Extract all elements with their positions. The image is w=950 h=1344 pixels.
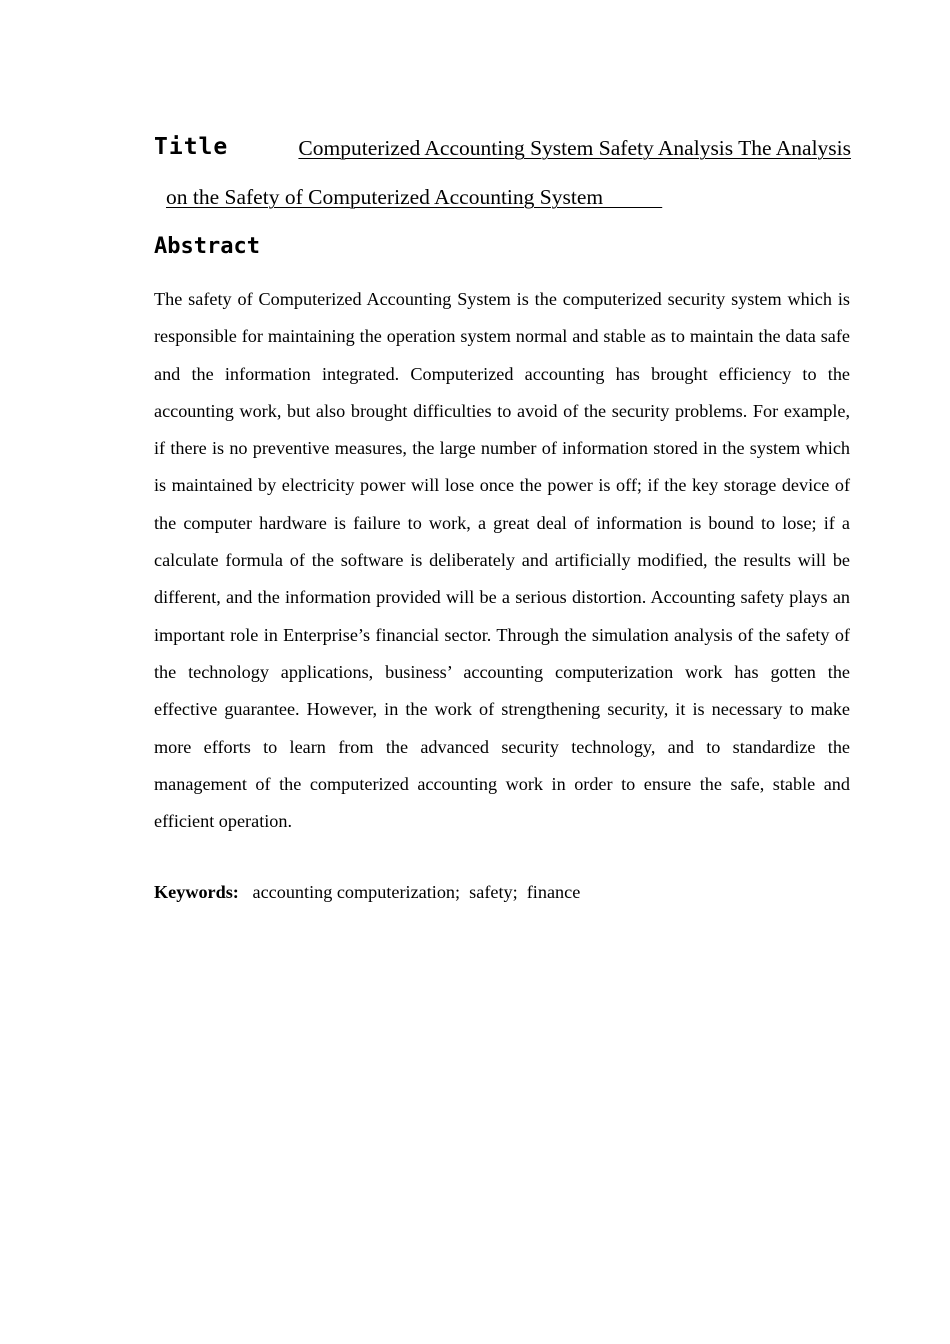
- abstract-heading: Abstract: [154, 234, 260, 259]
- title-label: Title: [154, 134, 229, 160]
- title-text-line2: on the Safety of Computerized Accounting System: [166, 185, 663, 209]
- title-text-line1: Computerized Accounting System Safety Analysis The Analysis: [298, 136, 851, 160]
- abstract-body: The safety of Computerized Accounting System is the computerized security system which is responsible for maintaining the operation system normal and stable as to maintain the data safe and the information integrated. Computerized accounting has brought efficiency to the accounting work, but also brought difficulties to avoid of the security problems. For example, if there is no preventive measures, the large number of information stored in the system which is maintained by electricity power will lose once the power is off; if the key storage device of the computer hardware is failure to work, a great deal of information is bound to lose; if a calculate formula of the software is deliberately and artificially modified, the results will be different, and the information provided will be a serious distortion. Accounting safety plays an important role in Enterprise’s financial sector. Through the simulation analysis of the safety of the technology applications, business’ accounting computerization work has gotten the effective guarantee. However, in the work of strengthening security, it is necessary to make more efforts to learn from the advanced security technology, and to standardize the management of the computerized accounting work in order to ensure the safe, stable and efficient operation.: [154, 289, 850, 832]
- keywords-line: [154, 882, 580, 903]
- keywords-label: Keywords:: [154, 882, 239, 902]
- keywords-value: accounting computerization; safety; finance: [238, 882, 581, 902]
- title-row: [154, 132, 851, 172]
